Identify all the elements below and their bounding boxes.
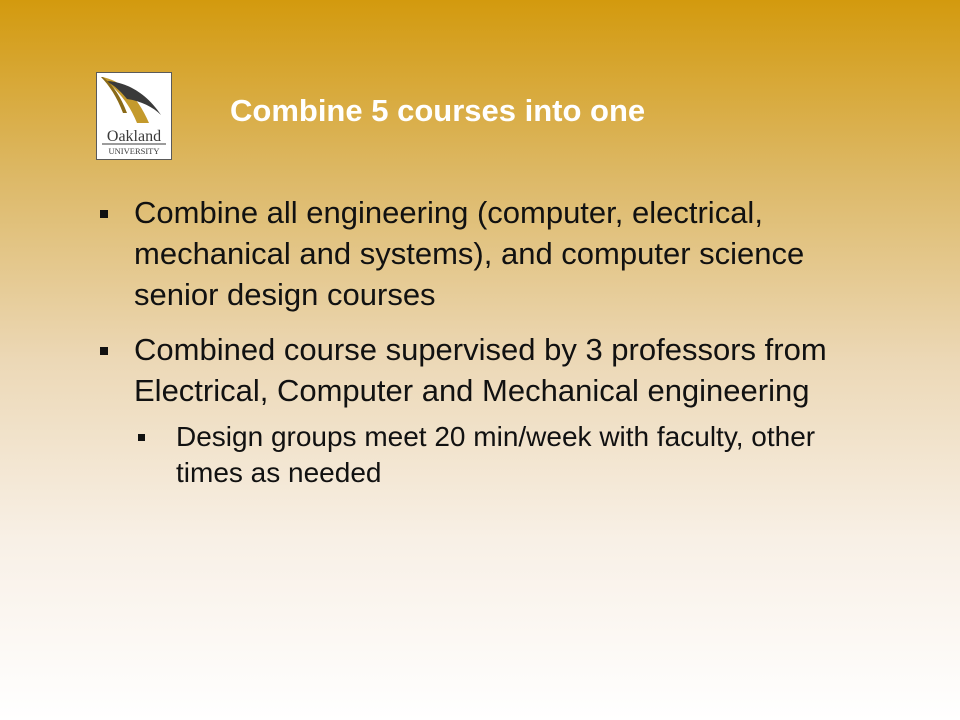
sub-bullet-item: [138, 419, 838, 491]
logo-sail-icon: [97, 73, 171, 159]
logo-word-university: UNIVERSITY: [108, 146, 160, 156]
logo-word-oakland: Oakland: [106, 128, 162, 145]
bullet-text: Combined course supervised by 3 professors from Electrical, Computer and Mechanical engineering: [134, 332, 827, 408]
oakland-university-logo: [96, 72, 172, 160]
bullet-item: [98, 329, 838, 411]
square-bullet-icon: [100, 210, 108, 218]
bullet-text: Combine all engineering (computer, electrical, mechanical and systems), and computer science senior design courses: [134, 195, 805, 312]
square-bullet-icon: [100, 347, 108, 355]
small-square-bullet-icon: [138, 434, 145, 441]
slide-title: Combine 5 courses into one: [230, 93, 646, 128]
sub-bullet-text: Design groups meet 20 min/week with faculty, other times as needed: [176, 421, 816, 488]
bullet-item: [98, 192, 838, 315]
bullet-list: [98, 192, 838, 491]
